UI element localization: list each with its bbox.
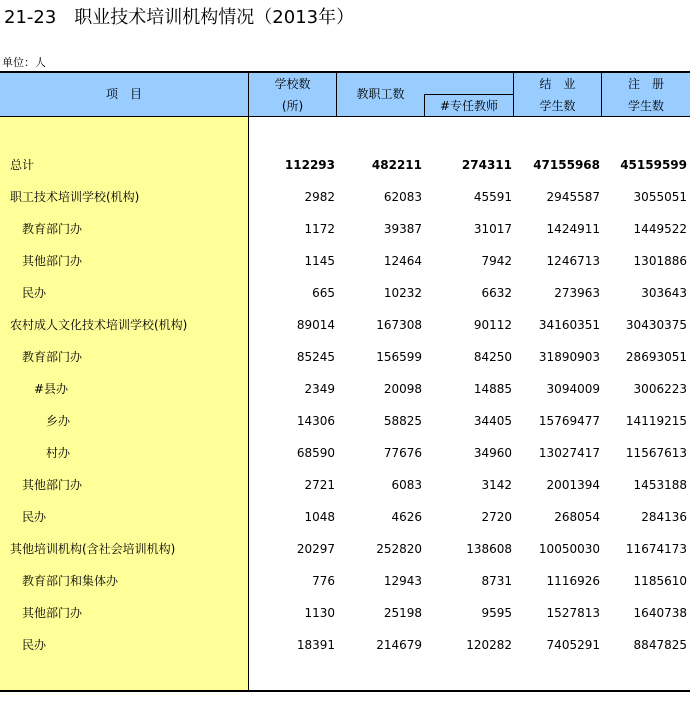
enrolled-cell: 284136 — [641, 510, 687, 524]
staff-cell: 62083 — [383, 190, 422, 204]
teachers-cell: 90112 — [473, 318, 512, 332]
schools-cell: 85245 — [296, 350, 335, 364]
schools-cell: 1048 — [304, 510, 335, 524]
table-row — [0, 437, 690, 469]
row-label: 农村成人文化技术培训学校(机构) — [10, 318, 188, 332]
staff-cell: 214679 — [376, 638, 422, 652]
header-graduates-line1: 结 业 — [539, 77, 576, 91]
graduates-cell: 2945587 — [546, 190, 600, 204]
schools-cell: 20297 — [296, 542, 335, 556]
enrolled-cell: 14119215 — [625, 414, 687, 428]
schools-cell: 2982 — [304, 190, 335, 204]
staff-cell: 77676 — [383, 446, 422, 460]
teachers-cell: 45591 — [473, 190, 512, 204]
teachers-cell: 31017 — [473, 222, 512, 236]
schools-cell: 18391 — [296, 638, 335, 652]
graduates-cell: 10050030 — [538, 542, 600, 556]
graduates-cell: 34160351 — [538, 318, 600, 332]
table-row — [0, 629, 690, 661]
row-label: 村办 — [10, 446, 71, 460]
graduates-cell: 1424911 — [546, 222, 600, 236]
enrolled-cell: 303643 — [641, 286, 687, 300]
schools-cell: 1130 — [304, 606, 335, 620]
graduates-cell: 1246713 — [546, 254, 600, 268]
enrolled-cell: 28693051 — [625, 350, 687, 364]
table-bottom-rule — [0, 690, 690, 692]
staff-cell: 482211 — [371, 158, 422, 172]
teachers-cell: 6632 — [481, 286, 512, 300]
row-label: 乡办 — [10, 414, 71, 428]
table-row — [0, 213, 690, 245]
table-row — [0, 405, 690, 437]
schools-cell: 112293 — [284, 158, 335, 172]
table-row — [0, 597, 690, 629]
table-row — [0, 181, 690, 213]
enrolled-cell: 1301886 — [633, 254, 687, 268]
table-row — [0, 565, 690, 597]
schools-cell: 1145 — [304, 254, 335, 268]
teachers-cell: 3142 — [481, 478, 512, 492]
enrolled-cell: 1640738 — [633, 606, 687, 620]
enrolled-cell: 1453188 — [633, 478, 687, 492]
header-fulltime-teachers: #专任教师 — [439, 99, 499, 113]
staff-cell: 12464 — [383, 254, 422, 268]
table-row — [0, 373, 690, 405]
row-label: 总计 — [10, 158, 35, 172]
teachers-cell: 138608 — [466, 542, 512, 556]
row-label: 其他培训机构(含社会培训机构) — [10, 542, 176, 556]
row-label: 民办 — [10, 638, 47, 652]
table-row — [0, 245, 690, 277]
graduates-cell: 7405291 — [546, 638, 600, 652]
graduates-cell: 1527813 — [546, 606, 600, 620]
teachers-cell: 84250 — [473, 350, 512, 364]
enrolled-cell: 8847825 — [633, 638, 687, 652]
header-schools-line1: 学校数 — [274, 77, 311, 91]
row-label: 教育部门和集体办 — [10, 574, 119, 588]
header-schools-line2: (所) — [281, 99, 304, 113]
graduates-cell: 47155968 — [533, 158, 600, 172]
teachers-cell: 7942 — [481, 254, 512, 268]
staff-cell: 252820 — [376, 542, 422, 556]
graduates-cell: 268054 — [554, 510, 600, 524]
row-label: 其他部门办 — [10, 478, 83, 492]
teachers-cell: 274311 — [461, 158, 512, 172]
schools-cell: 665 — [312, 286, 335, 300]
graduates-cell: 1116926 — [546, 574, 600, 588]
header-mid-spacer — [514, 94, 690, 95]
header-item: 项 目 — [105, 87, 142, 101]
enrolled-cell: 30430375 — [625, 318, 687, 332]
staff-cell: 12943 — [383, 574, 422, 588]
table-row — [0, 469, 690, 501]
staff-cell: 4626 — [391, 510, 422, 524]
staff-cell: 156599 — [376, 350, 422, 364]
schools-cell: 68590 — [296, 446, 335, 460]
schools-cell: 2349 — [304, 382, 335, 396]
row-label: #县办 — [10, 382, 69, 396]
enrolled-cell: 11567613 — [625, 446, 687, 460]
staff-cell: 25198 — [383, 606, 422, 620]
header-top-rule — [0, 71, 690, 73]
row-label: 民办 — [10, 510, 47, 524]
schools-cell: 2721 — [304, 478, 335, 492]
enrolled-cell: 11674173 — [625, 542, 687, 556]
header-enrolled-line1: 注 册 — [627, 77, 664, 91]
teachers-subheader-rule — [424, 94, 513, 95]
staff-cell: 39387 — [383, 222, 422, 236]
header-bottom-rule — [0, 116, 690, 117]
staff-cell: 20098 — [383, 382, 422, 396]
enrolled-cell: 1185610 — [633, 574, 687, 588]
teachers-cell: 120282 — [466, 638, 512, 652]
row-label: 教育部门办 — [10, 350, 83, 364]
graduates-cell: 31890903 — [538, 350, 600, 364]
staff-cell: 10232 — [383, 286, 422, 300]
teachers-cell: 9595 — [481, 606, 512, 620]
enrolled-cell: 3055051 — [633, 190, 687, 204]
row-label: 职工技术培训学校(机构) — [10, 190, 140, 204]
enrolled-cell: 1449522 — [633, 222, 687, 236]
enrolled-cell: 45159599 — [620, 158, 687, 172]
header-enrolled-line2: 学生数 — [627, 99, 664, 113]
teachers-cell: 34405 — [473, 414, 512, 428]
enrolled-cell: 3006223 — [633, 382, 687, 396]
row-label: 其他部门办 — [10, 254, 83, 268]
schools-cell: 776 — [312, 574, 335, 588]
row-label: 民办 — [10, 286, 47, 300]
teachers-cell: 8731 — [481, 574, 512, 588]
schools-cell: 14306 — [296, 414, 335, 428]
graduates-cell: 273963 — [554, 286, 600, 300]
table-row — [0, 277, 690, 309]
page-title: 21-23 职业技术培训机构情况（2013年） — [4, 7, 355, 28]
header-staff: 教职工数 — [356, 87, 405, 101]
graduates-cell: 13027417 — [538, 446, 600, 460]
table-row — [0, 533, 690, 565]
schools-cell: 89014 — [296, 318, 335, 332]
graduates-cell: 2001394 — [546, 478, 600, 492]
teachers-cell: 2720 — [481, 510, 512, 524]
table-row-total — [0, 149, 690, 181]
graduates-cell: 15769477 — [538, 414, 600, 428]
graduates-cell: 3094009 — [546, 382, 600, 396]
row-label: 其他部门办 — [10, 606, 83, 620]
staff-cell: 6083 — [391, 478, 422, 492]
unit-label: 单位：人 — [2, 56, 46, 69]
header-graduates-line2: 学生数 — [539, 99, 576, 113]
staff-cell: 167308 — [376, 318, 422, 332]
table-row — [0, 341, 690, 373]
teachers-cell: 14885 — [473, 382, 512, 396]
teachers-cell: 34960 — [473, 446, 512, 460]
table-row — [0, 309, 690, 341]
schools-cell: 1172 — [304, 222, 335, 236]
row-label: 教育部门办 — [10, 222, 83, 236]
staff-cell: 58825 — [383, 414, 422, 428]
table-row — [0, 501, 690, 533]
